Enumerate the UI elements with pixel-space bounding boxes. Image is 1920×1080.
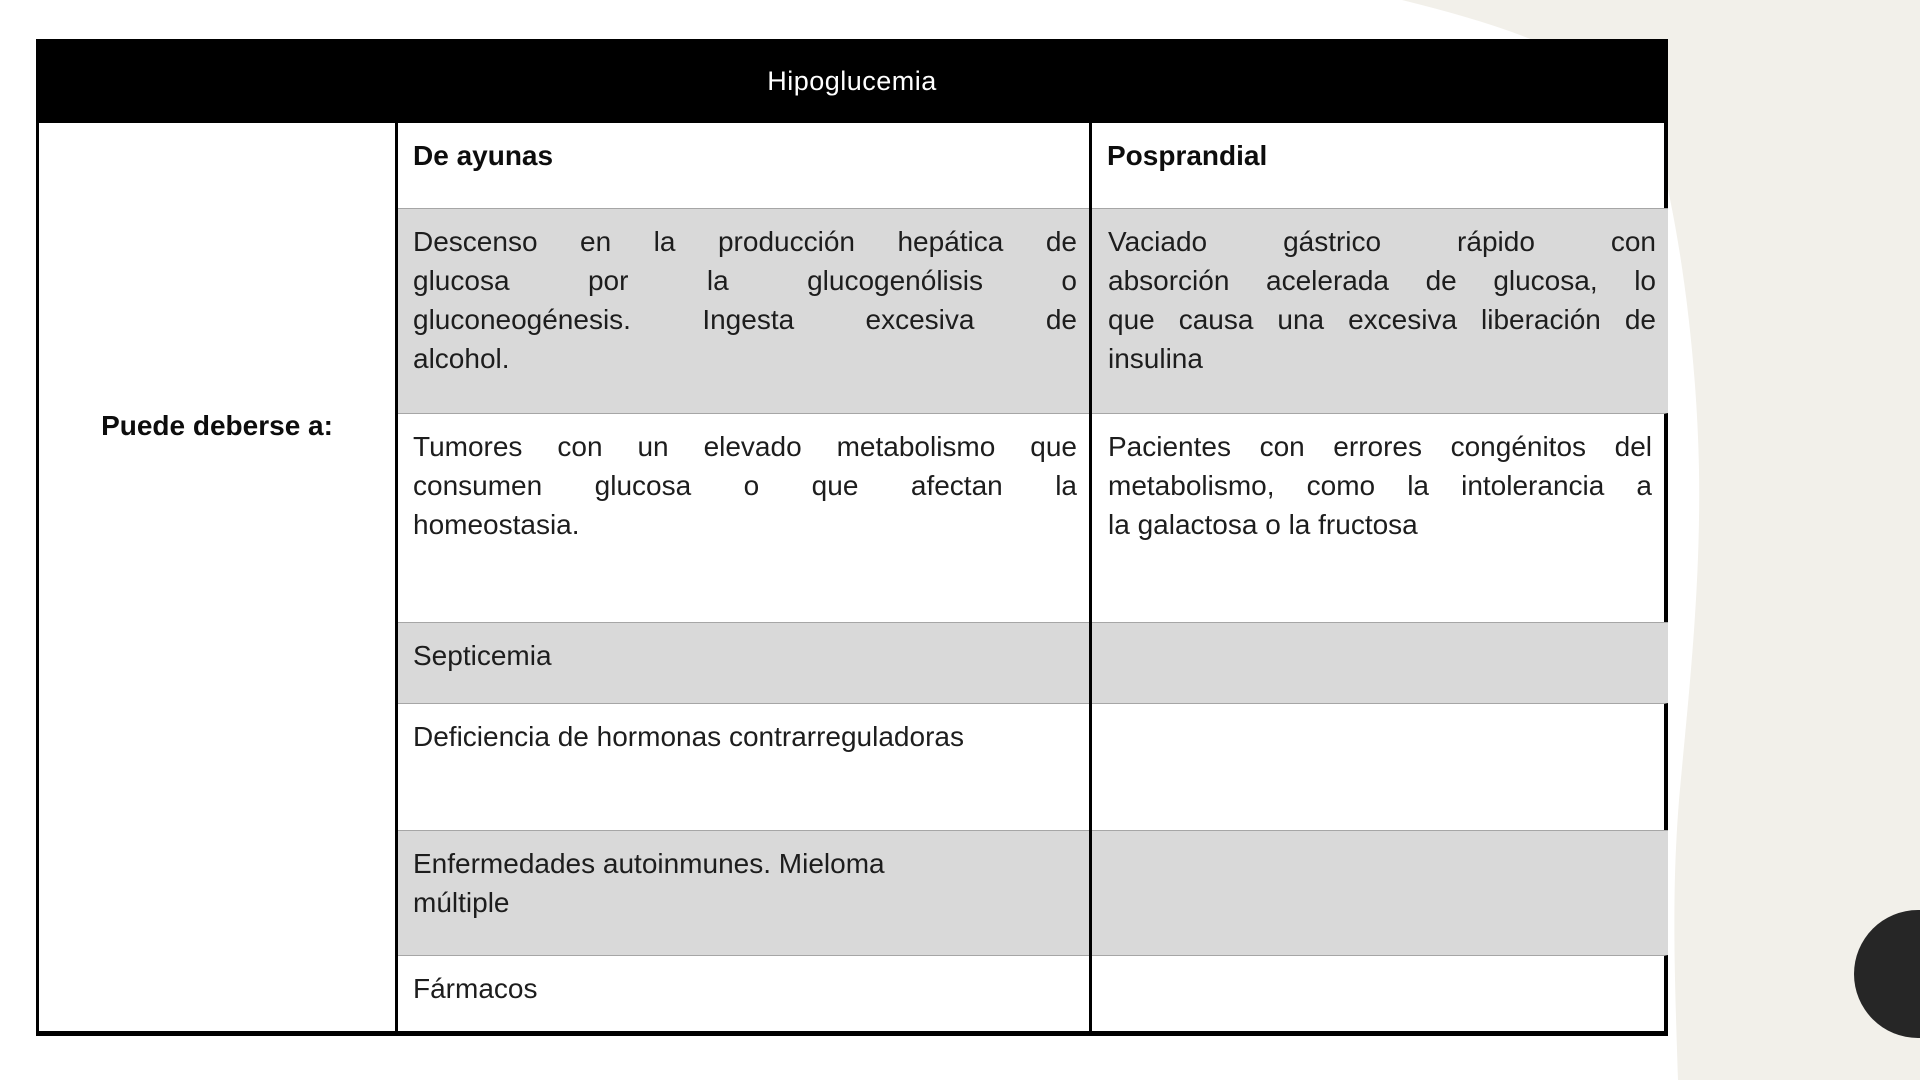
text-line: que causa una excesiva liberación de bbox=[1108, 304, 1656, 335]
table-body bbox=[36, 123, 1668, 1036]
side-label: Puede deberse a: bbox=[101, 410, 333, 441]
text-line: homeostasia. bbox=[413, 509, 580, 540]
side-label-cell bbox=[36, 123, 398, 1031]
text-line: Pacientes con errores congénitos del bbox=[1108, 431, 1652, 462]
cell-postprandial-r4 bbox=[1092, 703, 1668, 830]
cell-fasting-r6 bbox=[398, 955, 1089, 1031]
cell-fasting-r4 bbox=[398, 703, 1089, 830]
hypoglycemia-table bbox=[36, 39, 1668, 1036]
text-line: insulina bbox=[1108, 343, 1203, 374]
text-line: Deficiencia de hormonas contrarreguladoras bbox=[413, 721, 964, 752]
text-line: absorción acelerada de glucosa, lo bbox=[1108, 265, 1656, 296]
text-line: Fármacos bbox=[413, 973, 538, 1004]
text-line: alcohol. bbox=[413, 343, 510, 374]
text-line: Septicemia bbox=[413, 640, 552, 671]
table-title: Hipoglucemia bbox=[767, 65, 937, 96]
text-line: Vaciado gástrico rápido con bbox=[1108, 226, 1656, 257]
cell-postprandial-r2 bbox=[1092, 413, 1668, 622]
cell-fasting-r3 bbox=[398, 622, 1089, 703]
column-header-fasting: De ayunas bbox=[398, 123, 1089, 208]
cell-postprandial-r6 bbox=[1092, 955, 1668, 1031]
cell-postprandial-r1 bbox=[1092, 208, 1668, 413]
cell-fasting-r5 bbox=[398, 830, 1089, 955]
text-line: Enfermedades autoinmunes. Mieloma bbox=[413, 848, 885, 879]
postprandial-column bbox=[1092, 123, 1668, 1031]
text-line: consumen glucosa o que afectan la bbox=[413, 470, 1077, 501]
cell-postprandial-r5 bbox=[1092, 830, 1668, 955]
fasting-column bbox=[398, 123, 1092, 1031]
text-line: glucosa por la glucogenólisis o bbox=[413, 265, 1077, 296]
text-line: Tumores con un elevado metabolismo que bbox=[413, 431, 1077, 462]
cell-fasting-r2 bbox=[398, 413, 1089, 622]
text-line: la galactosa o la fructosa bbox=[1108, 509, 1418, 540]
text-line: múltiple bbox=[413, 887, 510, 918]
text-line: gluconeogénesis. Ingesta excesiva de bbox=[413, 304, 1077, 335]
text-line: metabolismo, como la intolerancia a bbox=[1108, 470, 1652, 501]
table-title-bar bbox=[36, 39, 1668, 123]
cell-fasting-r1 bbox=[398, 208, 1089, 413]
column-header-postprandial: Posprandial bbox=[1092, 123, 1668, 208]
text-line: Descenso en la producción hepática de bbox=[413, 226, 1077, 257]
cell-postprandial-r3 bbox=[1092, 622, 1668, 703]
